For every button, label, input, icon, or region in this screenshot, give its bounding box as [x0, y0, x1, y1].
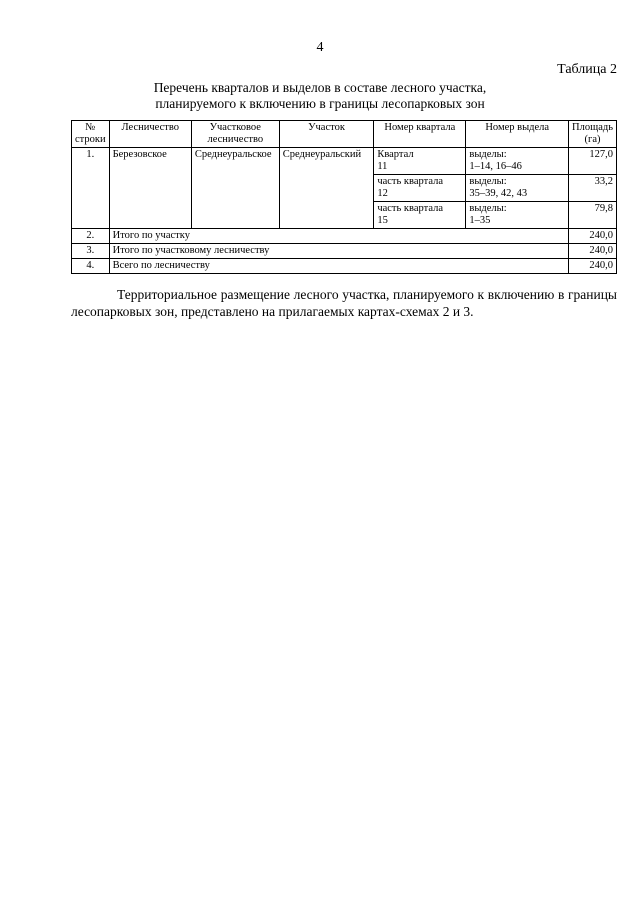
row-1-quarter	[374, 148, 466, 175]
row-2-number: 2.	[72, 229, 110, 244]
quarter-line-1: часть квартала	[377, 203, 443, 214]
header-area	[569, 121, 617, 148]
table-row	[72, 148, 617, 175]
row-1-number: 1.	[72, 148, 110, 229]
table-header-row	[72, 121, 617, 148]
row-1c-area: 79,8	[569, 202, 617, 229]
header-row-number-line-1: №	[85, 122, 96, 133]
row-1-forestry: Березовское	[109, 148, 191, 229]
header-district-forestry	[191, 121, 279, 148]
table-title	[0, 80, 640, 112]
row-1b-area: 33,2	[569, 175, 617, 202]
table-row	[72, 244, 617, 259]
row-4-area: 240,0	[569, 259, 617, 274]
header-area-line-1: Площадь	[572, 122, 613, 133]
table-row	[72, 229, 617, 244]
header-row-number-line-2: строки	[75, 134, 106, 145]
allotment-line-2: 35–39, 42, 43	[469, 188, 528, 199]
quarter-line-2: 12	[377, 188, 388, 199]
row-1-section: Среднеуральский	[279, 148, 374, 229]
row-1c-quarter	[374, 202, 466, 229]
row-3-label: Итого по участковому лесничеству	[109, 244, 568, 259]
header-area-line-2: (га)	[584, 134, 601, 145]
header-row-number	[72, 121, 110, 148]
table-title-line-1: Перечень кварталов и выделов в составе лесного участка,	[153, 80, 487, 95]
row-1b-quarter	[374, 175, 466, 202]
allotment-line-1: выделы:	[469, 203, 507, 214]
row-1-allotments	[466, 148, 569, 175]
header-district-line-1: Участковое	[209, 122, 261, 133]
row-2-label: Итого по участку	[109, 229, 568, 244]
allotment-line-1: выделы:	[469, 176, 507, 187]
quarter-line-2: 11	[377, 161, 388, 172]
row-1-district: Среднеуральское	[191, 148, 279, 229]
row-1c-allotments	[466, 202, 569, 229]
table-label: Таблица 2	[557, 62, 617, 77]
quarter-line-1: часть квартала	[377, 176, 443, 187]
row-1b-allotments	[466, 175, 569, 202]
header-section: Участок	[279, 121, 374, 148]
page-number: 4	[316, 40, 324, 55]
row-2-area: 240,0	[569, 229, 617, 244]
row-3-number: 3.	[72, 244, 110, 259]
row-4-number: 4.	[72, 259, 110, 274]
header-district-line-2: лесничество	[207, 134, 264, 145]
row-3-area: 240,0	[569, 244, 617, 259]
allotment-line-1: выделы:	[469, 149, 507, 160]
body-paragraph: Территориальное размещение лесного участка, планируемого к включению в границы лесопарковых зон, представлено на прилагаемых картах-схемах 2 и 3.	[71, 287, 617, 319]
header-quarter-number: Номер квартала	[374, 121, 466, 148]
quarter-line-2: 15	[377, 215, 388, 226]
quarters-table	[71, 120, 617, 274]
row-1-area: 127,0	[569, 148, 617, 175]
table-title-line-2: планируемого к включению в границы лесопарковых зон	[155, 96, 485, 111]
quarter-line-1: Квартал	[377, 149, 414, 160]
header-allotment-number: Номер выдела	[466, 121, 569, 148]
allotment-line-2: 1–14, 16–46	[469, 161, 522, 172]
allotment-line-2: 1–35	[469, 215, 491, 226]
header-forestry: Лесничество	[109, 121, 191, 148]
row-4-label: Всего по лесничеству	[109, 259, 568, 274]
table-row	[72, 259, 617, 274]
